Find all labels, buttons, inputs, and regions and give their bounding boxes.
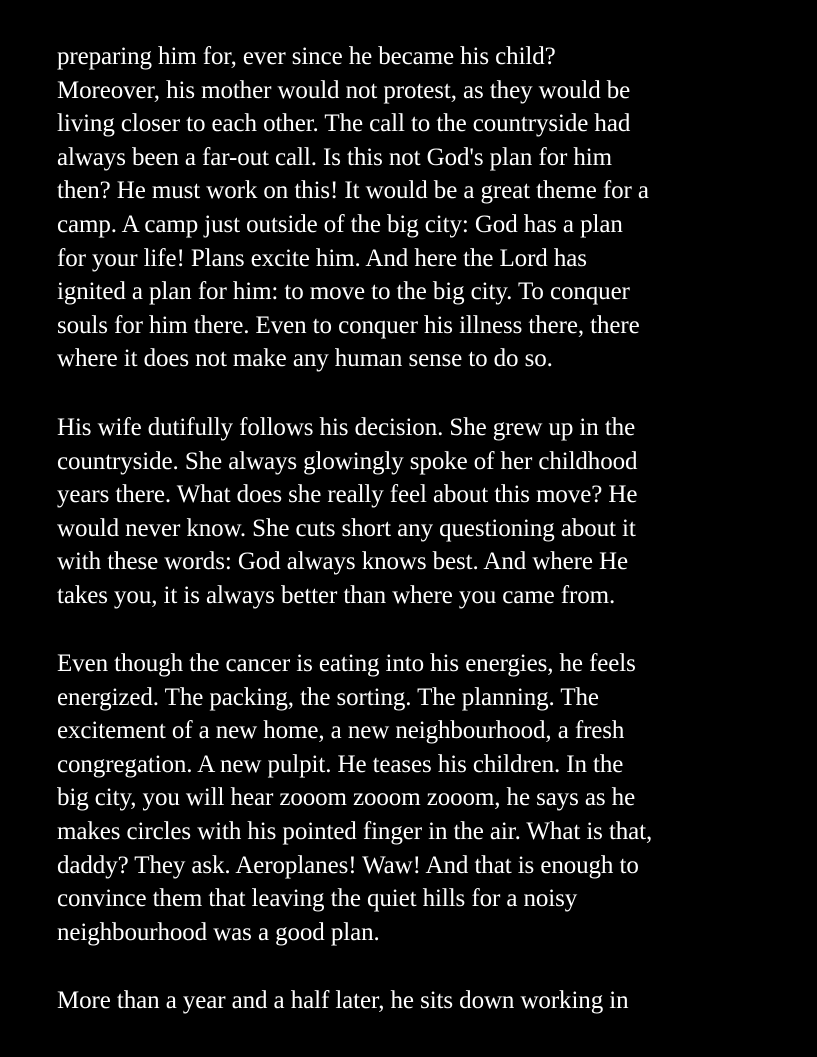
- text-line: convince them that leaving the quiet hills for a noisy: [57, 885, 578, 913]
- paragraph-1: [57, 40, 797, 376]
- text-line: souls for him there. Even to conquer his illness there, there: [57, 311, 640, 339]
- text-line: then? He must work on this! It would be a great theme for a: [57, 177, 649, 205]
- text-line: where it does not make any human sense to do so.: [57, 345, 553, 373]
- text-line: excitement of a new home, a new neighbourhood, a fresh: [57, 717, 625, 745]
- text-line: camp. A camp just outside of the big city: God has a plan: [57, 210, 623, 238]
- text-line: energized. The packing, the sorting. The planning. The: [57, 683, 599, 711]
- text-line: Even though the cancer is eating into his energies, he feels: [57, 650, 636, 677]
- paragraph-4: [57, 984, 797, 1018]
- text-line: ignited a plan for him: to move to the big city. To conquer: [57, 278, 630, 306]
- text-line: preparing him for, ever since he became his child?: [57, 43, 556, 70]
- paragraph-3: [57, 647, 797, 949]
- text-line: His wife dutifully follows his decision. She grew up in the: [57, 414, 636, 441]
- text-line: neighbourhood was a good plan.: [57, 918, 380, 946]
- text-line: big city, you will hear zooom zooom zooom, he says as he: [57, 784, 636, 812]
- text-line: daddy? They ask. Aeroplanes! Waw! And that is enough to: [57, 851, 639, 879]
- text-line: More than a year and a half later, he sits down working in: [57, 987, 629, 1014]
- text-line: would never know. She cuts short any questioning about it: [57, 514, 636, 542]
- text-line: Moreover, his mother would not protest, as they would be: [57, 76, 631, 104]
- text-line: always been a far-out call. Is this not God's plan for him: [57, 143, 613, 171]
- text-line: congregation. A new pulpit. He teases his children. In the: [57, 750, 624, 778]
- paragraph-2: [57, 411, 797, 613]
- text-line: living closer to each other. The call to the countryside had: [57, 110, 631, 138]
- text-line: with these words: God always knows best. And where He: [57, 548, 628, 576]
- text-line: years there. What does she really feel about this move? He: [57, 481, 638, 509]
- text-line: for your life! Plans excite him. And here the Lord has: [57, 244, 587, 272]
- text-line: countryside. She always glowingly spoke of her childhood: [57, 447, 638, 475]
- text-line: makes circles with his pointed finger in the air. What is that,: [57, 817, 653, 845]
- text-line: takes you, it is always better than where you came from.: [57, 581, 616, 609]
